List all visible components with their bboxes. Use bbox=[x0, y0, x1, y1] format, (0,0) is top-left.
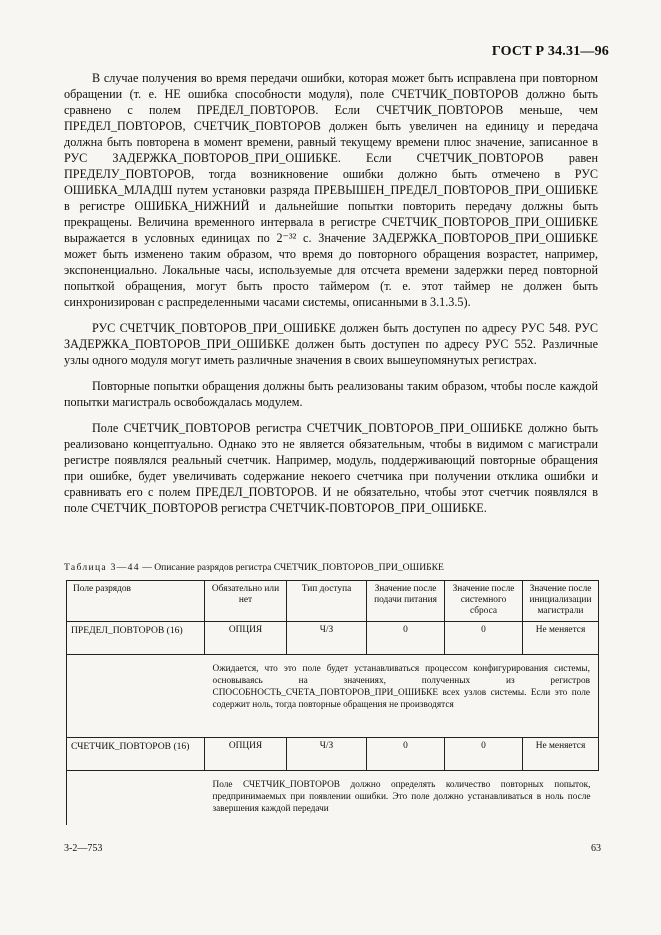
reset-cell: 0 bbox=[445, 622, 523, 655]
table-caption-text: — Описание разрядов регистра СЧЕТЧИК_ПОВТОРОВ_ПРИ_ОШИБКЕ bbox=[139, 562, 444, 573]
table-description-row bbox=[67, 771, 599, 826]
table-caption bbox=[64, 562, 604, 573]
body-text bbox=[64, 70, 598, 526]
column-header: Тип доступа bbox=[287, 581, 367, 622]
description-spacer bbox=[67, 771, 205, 826]
register-bits-table bbox=[66, 580, 599, 825]
paragraph: В случае получения во время передачи ошибки, которая может быть исправлена при повторном обращении (т. е. НЕ ошибка способности модуля), поле СЧЕТЧИК_ПОВТОРОВ должно быть сравнено с полем ПРЕДЕЛ_ПОВТОРОВ. Если СЧЕТЧИК_ПОВТОРОВ меньше, чем ПРЕДЕЛ_ПОВТОРОВ, СЧЕТЧИК_ПОВТОРОВ должен быть увеличен на единицу и передача должна быть повторена в момент времени, равный текущему времени плюс значение, записанное в РУС ЗАДЕРЖКА_ПОВТОРОВ_ПРИ_ОШИБКЕ. Если СЧЕТЧИК_ПОВТОРОВ равен ПРЕДЕЛУ_ПОВТОРОВ, тогда возникновение ошибки должно быть отмечено в РУС ОШИБКА_МЛАДШ путем установки разряда ПРЕВЫШЕН_ПРЕДЕЛ_ПОВТОРОВ_ПРИ_ОШИБКЕ в регистре ОШИБКА_НИЖНИЙ и дальнейшие попытки повторить передачу должны быть прекращены. Величина временного интервала в регистре СЧЕТЧИК_ПОВТОРОВ_ПРИ_ОШИБКЕ выражается в условных единицах по 2⁻³² с. Значение ЗАДЕРЖКА_ПОВТОРОВ_ПРИ_ОШИБКЕ может быть изменено таким образом, что время до повторного обращения возрастет, например, экспоненциально. Локальные часы, используемые для отсчета времени задержки перед повторной попыткой обращения, могут быть просто таймером (т. е. этот таймер не должен быть синхронизирован с распределенными часами системы, описанными в 3.1.3.5). bbox=[64, 71, 598, 309]
power-on-cell: 0 bbox=[367, 738, 445, 771]
column-header: Обязательно или нет bbox=[205, 581, 287, 622]
column-header: Значение после системного сброса bbox=[445, 581, 523, 622]
table-caption-number: Таблица 3—44 bbox=[64, 562, 140, 573]
field-name-cell: ПРЕДЕЛ_ПОВТОРОВ (16) bbox=[67, 622, 205, 655]
bus-init-cell: Не меняется bbox=[523, 738, 599, 771]
required-cell: ОПЦИЯ bbox=[205, 738, 287, 771]
table-description-row bbox=[67, 655, 599, 738]
bus-init-cell: Не меняется bbox=[523, 622, 599, 655]
power-on-cell: 0 bbox=[367, 622, 445, 655]
paragraph: РУС СЧЕТЧИК_ПОВТОРОВ_ПРИ_ОШИБКЕ должен быть доступен по адресу РУС 548. РУС ЗАДЕРЖКА_ПОВТОРОВ_ПРИ_ОШИБКЕ должен быть доступен по адресу РУС 552. Различные узлы одного модуля могут иметь различные значения в своих вышеупомянутых регистрах. bbox=[64, 321, 598, 367]
print-code: 3-2—753 bbox=[64, 843, 103, 854]
description-spacer bbox=[67, 655, 205, 738]
table-row bbox=[67, 738, 599, 771]
page-number: 63 bbox=[591, 843, 601, 854]
document-code: ГОСТ Р 34.31—96 bbox=[491, 44, 609, 59]
table-header-row bbox=[67, 581, 599, 622]
column-header: Значение после подачи питания bbox=[367, 581, 445, 622]
field-name-cell: СЧЕТЧИК_ПОВТОРОВ (16) bbox=[67, 738, 205, 771]
access-cell: Ч/З bbox=[287, 738, 367, 771]
paragraph: Повторные попытки обращения должны быть реализованы таким образом, чтобы после каждой попытки магистраль освобождалась модулем. bbox=[64, 379, 598, 409]
reset-cell: 0 bbox=[445, 738, 523, 771]
field-description: Ожидается, что это поле будет устанавливаться процессом конфигурирования системы, основываясь на значениях, полученных из регистров СПОСОБНОСТЬ_СЧЕТА_ПОВТОРОВ_ПРИ_ОШИБКЕ всех узлов системы. Если это поле содержит ноль, тогда повторные обращения не производятся bbox=[205, 655, 599, 738]
field-description: Поле СЧЕТЧИК_ПОВТОРОВ должно определять количество повторных попыток, предпринимаемых при появлении ошибки. Это поле должно устанавливаться в ноль после завершения каждой передачи bbox=[205, 771, 599, 826]
required-cell: ОПЦИЯ bbox=[205, 622, 287, 655]
paragraph: Поле СЧЕТЧИК_ПОВТОРОВ регистра СЧЕТЧИК_ПОВТОРОВ_ПРИ_ОШИБКЕ должно быть реализовано концептуально. Однако это не является обязательным, чтобы в видимом с магистрали регистре появлялся реальный счетчик. Например, модуль, поддерживающий повторные обращения при ошибке, будет увеличивать содержание некоего счетчика при получении отклика ошибки и сравнивать его с полем ПРЕДЕЛ_ПОВТОРОВ. И не обязательно, чтобы этот счетчик появлялся в поле СЧЕТЧИК_ПОВТОРОВ регистра СЧЕТЧИК-ПОВТОРОВ_ПРИ_ОШИБКЕ. bbox=[64, 421, 598, 515]
column-header: Поле разрядов bbox=[67, 581, 205, 622]
table-row bbox=[67, 622, 599, 655]
access-cell: Ч/З bbox=[287, 622, 367, 655]
column-header: Значение после инициализации магистрали bbox=[523, 581, 599, 622]
